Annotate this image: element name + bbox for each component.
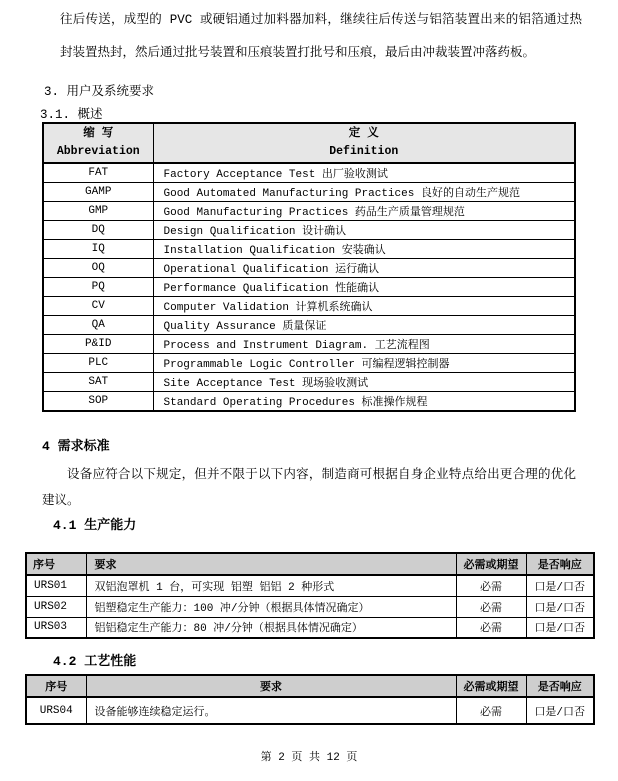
definition-cell: Good Manufacturing Practices 药品生产质量管理规范 (153, 201, 575, 220)
intro-paragraph: 往后传送，成型的 PVC 或硬铝通过加料器加料，继续往后传送与铝箔装置出来的铝箔通过热封装置热封，然后通过批号装置和压痕装置打批号和压痕，最后由冲裁装置冲落药板。 (60, 13, 582, 60)
process-performance-table (25, 674, 595, 725)
definition-cell: Programmable Logic Controller 可编程逻辑控制器 (153, 353, 575, 372)
abbr-cell: PQ (43, 277, 153, 296)
table-row (43, 315, 575, 334)
need-header-cell: 必需或期望 (456, 553, 526, 575)
abbr-cell: P&ID (43, 334, 153, 353)
table-row (26, 596, 594, 617)
table-row (43, 372, 575, 391)
abbr-cell: FAT (43, 163, 153, 183)
table-row (26, 575, 594, 596)
definition-cell: Good Automated Manufacturing Practices 良好的自动生产规范 (153, 182, 575, 201)
requirement-cell: 设备能够连续稳定运行。 (86, 697, 456, 724)
urs-table-header-row (26, 553, 594, 575)
abbreviation-table (42, 122, 576, 412)
table-row (26, 617, 594, 638)
need-cell: 必需 (456, 575, 526, 596)
definition-cell: Performance Qualification 性能确认 (153, 277, 575, 296)
definition-header-en: Definition (329, 144, 399, 158)
abbr-cell: PLC (43, 353, 153, 372)
abbr-cell: SOP (43, 391, 153, 411)
table-row (26, 697, 594, 724)
response-cell: 口是/口否 (526, 697, 594, 724)
need-cell: 必需 (456, 596, 526, 617)
definition-cell: Operational Qualification 运行确认 (153, 258, 575, 277)
abbr-cell: QA (43, 315, 153, 334)
response-cell: 口是/口否 (526, 617, 594, 638)
abbreviation-header-en: Abbreviation (56, 144, 140, 158)
table-row (43, 391, 575, 411)
table-row (43, 296, 575, 315)
abbr-cell: CV (43, 296, 153, 315)
requirement-header-cell: 要求 (86, 553, 456, 575)
definition-header-zh: 定 义 (348, 127, 379, 140)
urs-id-cell: URS04 (26, 697, 86, 724)
abbr-cell: GAMP (43, 182, 153, 201)
section-3-heading: 3. 用户及系统要求 (44, 85, 155, 99)
response-header-cell: 是否响应 (526, 675, 594, 697)
abbr-cell: OQ (43, 258, 153, 277)
section-3-1-heading: 3.1. 概述 (40, 108, 103, 122)
definition-cell: Site Acceptance Test 现场验收测试 (153, 372, 575, 391)
definition-cell: Process and Instrument Diagram. 工艺流程图 (153, 334, 575, 353)
abbreviation-header-zh: 缩 写 (83, 127, 114, 140)
abbr-cell: DQ (43, 220, 153, 239)
table-row (43, 277, 575, 296)
table-row (43, 353, 575, 372)
page-number-footer: 第 2 页 共 12 页 (260, 752, 358, 764)
table-row (43, 182, 575, 201)
definition-cell: Design Qualification 设计确认 (153, 220, 575, 239)
id-header-cell: 序号 (26, 553, 86, 575)
need-cell: 必需 (456, 697, 526, 724)
section-4-1-heading: 4.1 生产能力 (53, 518, 137, 533)
response-cell: 口是/口否 (526, 596, 594, 617)
need-cell: 必需 (456, 617, 526, 638)
production-capacity-table (25, 552, 595, 639)
response-header-cell: 是否响应 (526, 553, 594, 575)
abbr-cell: IQ (43, 239, 153, 258)
table-row (43, 239, 575, 258)
table-row (43, 163, 575, 183)
definition-cell: Factory Acceptance Test 出厂验收测试 (153, 163, 575, 183)
requirement-cell: 铝塑稳定生产能力：100 冲/分钟（根据具体情况确定） (86, 596, 456, 617)
requirement-cell: 双铝泡罩机 1 台，可实现 铝塑 铝铝 2 种形式 (86, 575, 456, 596)
definition-cell: Installation Qualification 安装确认 (153, 239, 575, 258)
requirement-header-cell: 要求 (86, 675, 456, 697)
urs-id-cell: URS03 (26, 617, 86, 638)
table-row (43, 220, 575, 239)
abbr-cell: GMP (43, 201, 153, 220)
section-4-2-heading: 4.2 工艺性能 (53, 654, 137, 669)
urs-id-cell: URS02 (26, 596, 86, 617)
definition-cell: Standard Operating Procedures 标准操作规程 (153, 391, 575, 411)
abbreviation-header-cell (43, 123, 153, 163)
section-4-heading: 4 需求标准 (42, 439, 110, 454)
table-row (43, 258, 575, 277)
definition-header-cell (153, 123, 575, 163)
response-cell: 口是/口否 (526, 575, 594, 596)
abbr-cell: SAT (43, 372, 153, 391)
table-row (43, 334, 575, 353)
section-4-paragraph: 设备应符合以下规定，但并不限于以下内容，制造商可根据自身企业特点给出更合理的优化建议。 (42, 468, 576, 508)
requirement-cell: 铝铝稳定生产能力：80 冲/分钟（根据具体情况确定） (86, 617, 456, 638)
abbreviation-table-header-row (43, 123, 575, 163)
urs-table-header-row (26, 675, 594, 697)
definition-cell: Quality Assurance 质量保证 (153, 315, 575, 334)
table-row (43, 201, 575, 220)
id-header-cell: 序号 (26, 675, 86, 697)
definition-cell: Computer Validation 计算机系统确认 (153, 296, 575, 315)
need-header-cell: 必需或期望 (456, 675, 526, 697)
urs-id-cell: URS01 (26, 575, 86, 596)
